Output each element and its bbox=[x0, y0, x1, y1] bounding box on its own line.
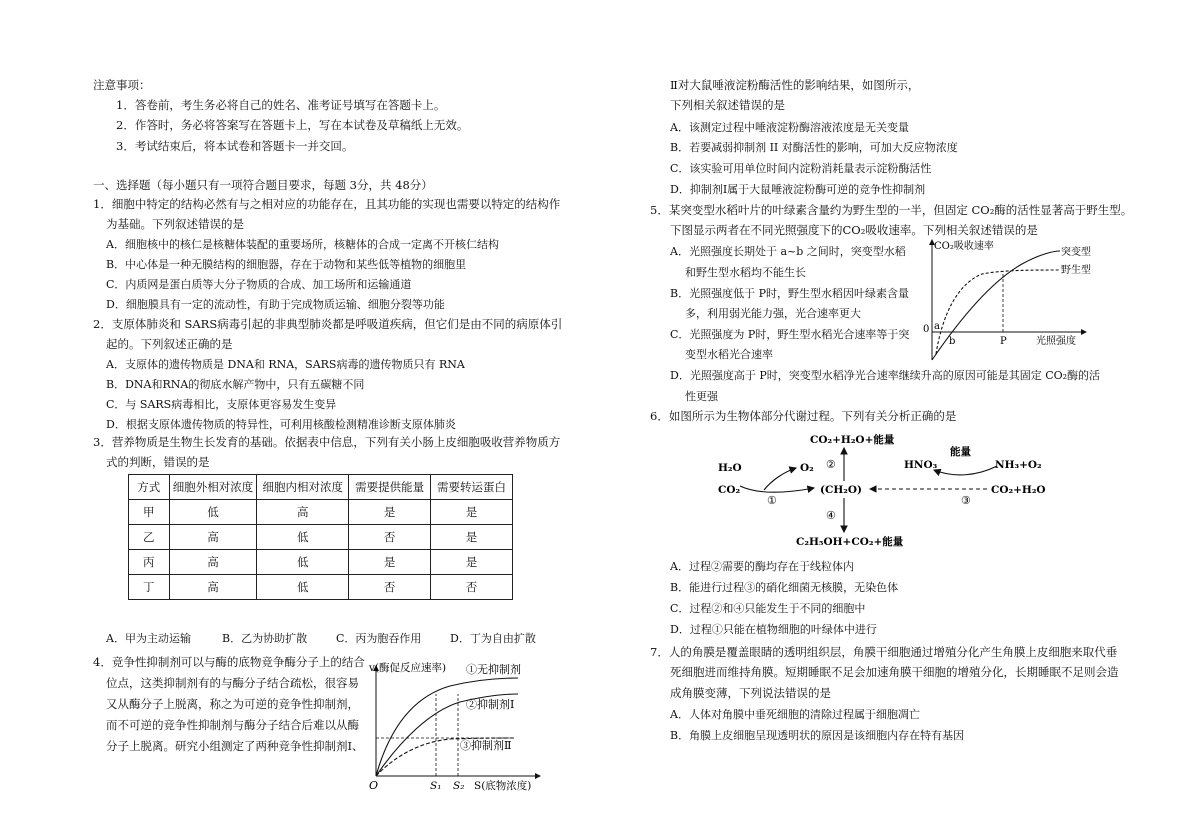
table-cell: 甲 bbox=[129, 500, 170, 525]
p-label: P bbox=[1000, 336, 1007, 347]
question-stem: 死细胞进而维持角膜。短期睡眠不足会加速角膜干细胞的增殖分化，长期睡眠不足则会造 bbox=[670, 665, 1119, 679]
table-header: 细胞内相对浓度 bbox=[257, 475, 349, 500]
table-cell: 是 bbox=[349, 500, 431, 525]
option-c: C．该实验可用单位时间内淀粉消耗量表示淀粉酶活性 bbox=[670, 162, 932, 175]
option-b: B．中心体是一种无膜结构的细胞器，存在于动物和某些低等植物的细胞里 bbox=[106, 258, 467, 271]
question-stem: 分子上脱离。研究小组测定了两种竞争性抑制剂Ⅰ、 bbox=[106, 739, 364, 753]
table-row bbox=[129, 575, 513, 600]
question-stem: 位点，这类抑制剂有的与酶分子结合疏松，很容易 bbox=[106, 676, 359, 690]
option-a: A．支原体的遗传物质是 DNA和 RNA，SARS病毒的遗传物质只有 RNA bbox=[106, 358, 465, 371]
question-stem: 1．细胞中特定的结构必然有与之相对应的功能存在，且其功能的实现也需要以特定的结构作 bbox=[93, 197, 561, 211]
o2-label: O₂ bbox=[800, 462, 814, 474]
question-stem: 下列相关叙述错误的是 bbox=[670, 98, 785, 112]
question-stem: 2．支原体肺炎和 SARS病毒引起的非典型肺炎都是呼吸道疾病，但它们是由不同的病原体引 bbox=[93, 317, 563, 331]
table-row bbox=[129, 500, 513, 525]
a-label: a bbox=[934, 321, 940, 332]
option-b: B．DNA和RNA的彻底水解产物中，只有五碳糖不同 bbox=[106, 378, 365, 391]
table-cell: 高 bbox=[257, 500, 349, 525]
option-d: D．抑制剂Ⅰ属于大鼠唾液淀粉酶可逆的竞争性抑制剂 bbox=[670, 183, 926, 196]
option-c-cont: 变型水稻光合速率 bbox=[685, 348, 773, 361]
table-header: 需要转运蛋白 bbox=[431, 475, 513, 500]
note-item: 1．答卷前，考生务必将自己的姓名、准考证号填写在答题卡上。 bbox=[116, 98, 446, 112]
table-cell: 丁 bbox=[129, 575, 170, 600]
option-c: C．丙为胞吞作用 bbox=[336, 632, 422, 645]
hno3-label: HNO₃ bbox=[904, 459, 938, 471]
table-cell: 是 bbox=[431, 550, 513, 575]
b-label: b bbox=[949, 336, 956, 347]
question-stem: 4．竞争性抑制剂可以与酶的底物竞争酶分子上的结合 bbox=[93, 655, 365, 669]
option-b: B．若要减弱抑制剂 II 对酶活性的影响，可加大反应物浓度 bbox=[670, 141, 958, 154]
table-cell: 否 bbox=[349, 525, 431, 550]
energy-label: 能量 bbox=[950, 446, 971, 458]
question-stem: 而不可逆的竞争性抑制剂与酶分子结合后难以从酶 bbox=[106, 718, 359, 732]
option-c: C．与 SARS病毒相比，支原体更容易发生变异 bbox=[106, 398, 337, 411]
section-heading: 一、选择题（每小题只有一项符合题目要求，每题 3分，共 48分） bbox=[93, 178, 433, 192]
option-d: D．细胞膜具有一定的流动性，有助于完成物质运输、细胞分裂等功能 bbox=[106, 298, 445, 311]
table-cell: 丙 bbox=[129, 550, 170, 575]
question-stem: 式的判断，错误的是 bbox=[106, 455, 210, 469]
table-header: 需要提供能量 bbox=[349, 475, 431, 500]
question-stem: 6．如图所示为生物体部分代谢过程。下列有关分析正确的是 bbox=[650, 409, 957, 423]
table-cell: 低 bbox=[257, 575, 349, 600]
question-stem: 下图显示两者在不同光照强度下的CO₂吸收速率。下列相关叙述错误的是 bbox=[670, 223, 1038, 237]
option-a: A．过程②需要的酶均存在于线粒体内 bbox=[670, 560, 854, 573]
co2-absorption-figure bbox=[922, 236, 1092, 362]
transport-table bbox=[128, 474, 513, 600]
option-a: A．人体对角膜中垂死细胞的清除过程属于细胞凋亡 bbox=[670, 708, 920, 721]
question-stem: 7．人的角膜是覆盖眼睛的透明组织层，角膜干细胞通过增殖分化产生角膜上皮细胞来取代垂 bbox=[650, 645, 1118, 659]
table-header: 细胞外相对浓度 bbox=[169, 475, 257, 500]
option-a: A．光照强度长期处于 a~b 之间时，突变型水稻 bbox=[670, 245, 906, 258]
table-cell: 低 bbox=[169, 500, 257, 525]
origin-label: 0 bbox=[923, 324, 930, 335]
option-b: B．角膜上皮细胞呈现透明状的原因是该细胞内存在特有基因 bbox=[670, 729, 965, 742]
bottom-product-label: C₂H₅OH+CO₂+能量 bbox=[796, 536, 904, 548]
metabolism-diagram bbox=[712, 428, 1052, 550]
process-3-label: ③ bbox=[961, 494, 971, 507]
option-d: D．丁为自由扩散 bbox=[450, 632, 536, 645]
y-axis-label: CO₂吸收速率 bbox=[934, 241, 994, 252]
option-c: C．过程②和④只能发生于不同的细胞中 bbox=[670, 602, 866, 615]
option-b: B．能进行过程③的硝化细菌无核膜，无染色体 bbox=[670, 581, 899, 594]
legend-wild: 野生型 bbox=[1061, 265, 1091, 276]
note-item: 2．作答时，务必将答案写在答题卡上，写在本试卷及草稿纸上无效。 bbox=[116, 118, 469, 132]
question-stem: 3．营养物质是生物生长发育的基础。依据表中信息，下列有关小肠上皮细胞吸收营养物质方 bbox=[93, 435, 561, 449]
table-row bbox=[129, 525, 513, 550]
enzyme-rate-figure bbox=[360, 656, 550, 796]
table-cell: 低 bbox=[257, 550, 349, 575]
option-d: D．根据支原体遗传物质的特异性，可利用核酸检测精准诊断支原体肺炎 bbox=[106, 418, 456, 431]
legend-no-inhibitor: ①无抑制剂 bbox=[466, 663, 521, 676]
table-cell: 是 bbox=[431, 525, 513, 550]
question-stem: 成角膜变薄，下列说法错误的是 bbox=[670, 686, 831, 700]
table-cell: 高 bbox=[169, 550, 257, 575]
note-item: 3．考试结束后，将本试卷和答题卡一并交回。 bbox=[116, 139, 354, 153]
curve-no-inhibitor bbox=[376, 678, 518, 776]
option-a: A．甲为主动运输 bbox=[106, 632, 191, 645]
center-label: (CH₂O) bbox=[820, 484, 862, 496]
table-cell: 乙 bbox=[129, 525, 170, 550]
process-2-label: ② bbox=[826, 458, 836, 471]
legend-inhibitor-1: ②抑制剂Ⅰ bbox=[466, 698, 515, 711]
question-stem: 又从酶分子上脱离，称之为可逆的竞争性抑制剂， bbox=[106, 697, 359, 711]
legend-mutant: 突变型 bbox=[1061, 247, 1091, 258]
y-axis-label: v(酶促反应速率) bbox=[369, 662, 447, 674]
table-cell: 否 bbox=[431, 575, 513, 600]
co2h2o-label: CO₂+H₂O bbox=[991, 484, 1046, 496]
option-b: B．乙为协助扩散 bbox=[222, 632, 308, 645]
process-1-arrow bbox=[740, 486, 814, 492]
question-stem: 为基础。下列叙述错误的是 bbox=[106, 217, 244, 231]
option-b-cont: 多，利用弱光能力强，光合速率更大 bbox=[685, 307, 861, 320]
table-cell: 是 bbox=[349, 550, 431, 575]
question-stem: 起的。下列叙述正确的是 bbox=[106, 337, 233, 351]
process-4-label: ④ bbox=[826, 509, 836, 522]
question-stem: Ⅱ对大鼠唾液淀粉酶活性的影响结果，如图所示， bbox=[670, 78, 920, 92]
option-d: D．光照强度高于 P时，突变型水稻净光合速率继续升高的原因可能是其固定 CO₂酶的活 bbox=[670, 369, 1101, 382]
table-cell: 是 bbox=[431, 500, 513, 525]
nh3-label: NH₃+O₂ bbox=[995, 459, 1042, 471]
co2-label: CO₂ bbox=[718, 484, 741, 496]
h2o-label: H₂O bbox=[718, 462, 742, 474]
x-axis-label: S(底物浓度) bbox=[474, 780, 532, 792]
s2-label: S₂ bbox=[453, 780, 465, 792]
x-axis-label: 光照强度 bbox=[1036, 336, 1076, 347]
option-c: C．光照强度为 P时，野生型水稻光合速率等于突 bbox=[670, 328, 910, 341]
option-a-cont: 和野生型水稻均不能生长 bbox=[685, 266, 806, 279]
o2-release-arrow bbox=[764, 468, 796, 490]
table-header-row bbox=[129, 475, 513, 500]
energy-arrow bbox=[934, 466, 997, 475]
s1-label: S₁ bbox=[430, 780, 442, 792]
table-cell: 低 bbox=[257, 525, 349, 550]
option-c: C．内质网是蛋白质等大分子物质的合成、加工场所和运输通道 bbox=[106, 278, 412, 291]
table-cell: 高 bbox=[169, 575, 257, 600]
table-cell: 否 bbox=[349, 575, 431, 600]
option-a: A．细胞核中的核仁是核糖体装配的重要场所，核糖体的合成一定离不开核仁结构 bbox=[106, 238, 499, 251]
notes-title: 注意事项： bbox=[93, 78, 151, 92]
top-product-label: CO₂+H₂O+能量 bbox=[810, 434, 895, 446]
table-header: 方式 bbox=[129, 475, 170, 500]
legend-inhibitor-2: ③抑制剂Ⅱ bbox=[460, 739, 512, 752]
table-row bbox=[129, 550, 513, 575]
option-d-cont: 性更强 bbox=[685, 390, 718, 403]
table-cell: 高 bbox=[169, 525, 257, 550]
process-1-label: ① bbox=[767, 494, 777, 507]
option-b: B．光照强度低于 P时，野生型水稻因叶绿素含量 bbox=[670, 287, 909, 300]
option-d: D．过程①只能在植物细胞的叶绿体中进行 bbox=[670, 623, 877, 636]
question-stem: 5．某突变型水稻叶片的叶绿素含量约为野生型的一半，但固定 CO₂酶的活性显著高于野生型。 bbox=[650, 203, 1133, 217]
option-a: A．该测定过程中唾液淀粉酶溶液浓度是无关变量 bbox=[670, 121, 909, 134]
origin-label: O bbox=[369, 779, 379, 792]
